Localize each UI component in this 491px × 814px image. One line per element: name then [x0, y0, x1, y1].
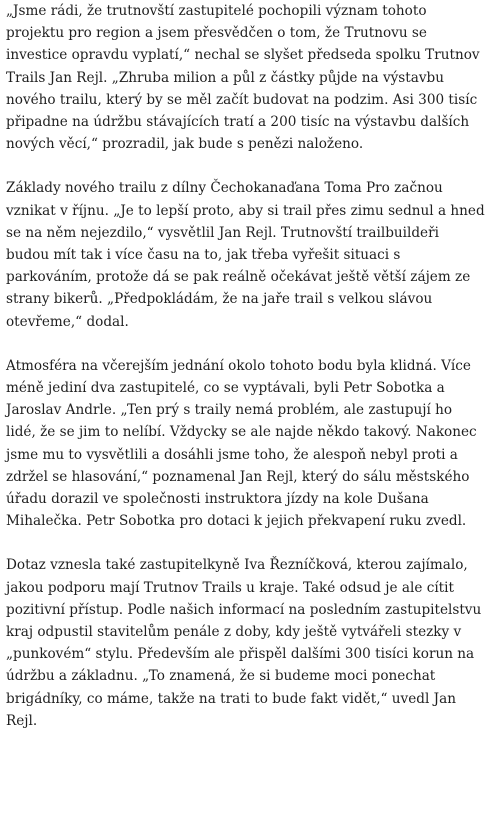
- paragraph-4: Dotaz vznesla také zastupitelkyně Iva Řezníčková, kterou zajímalo, jakou podporu mají Trutnov Trails u kraje. Také odsud je ale cítit pozitivní přístup. Podle našich informací na posledním zastupitelstvu kraj odpustil stavitelům penále z doby, kdy ještě vytvářeli stezky v „punkovém“ stylu. Především ale přispěl dalšími 300 tisíci korun na údržbu a základnu. „To znamená, že si budeme moci ponechat brigádníky, co máme, takže na trati to bude fakt vidět,“ uvedl Jan Rejl.: [6, 557, 482, 729]
- paragraph-2: Základy nového trailu z dílny Čechokanaďana Toma Pro začnou vznikat v říjnu. „Je to lepší proto, aby si trail přes zimu sednul a hned se na něm nejezdilo,“ vysvětlil Jan Rejl. Trutnovští trailbuildeři budou mít tak i více času na to, jak třeba vyřešit situaci s parkováním, protože dá se pak reálně očekávat ještě větší zájem ze strany bikerů. „Předpokládám, že na jaře trail s velkou slávou otevřeme,“ dodal.: [6, 180, 485, 330]
- paragraph-1: „Jsme rádi, že trutnovští zastupitelé pochopili význam tohoto projektu pro region a jsem přesvědčen o tom, že Trutnovu se investice opravdu vyplatí,“ nechal se slyšet předseda spolku Trutnov Trails Jan Rejl. „Zhruba milion a půl z částky půjde na výstavbu nového trailu, který by se měl začít budovat na podzim. Asi 300 tisíc připadne na údržbu stávajících tratí a 200 tisíc na výstavbu dalších nových věcí,“ prozradil, jak bude s penězi naloženo.: [6, 3, 480, 153]
- paragraph-3: Atmosféra na včerejším jednání okolo tohoto bodu byla klidná. Více méně jediní dva zastupitelé, co se vyptávali, byli Petr Sobotka a Jaroslav Andrle. „Ten prý s traily nemá problém, ale zastupují ho lidé, že se jim to nelíbí. Vždycky se ale najde někdo takový. Nakonec jsme mu to vysvětlili a dosáhli jsme toho, že alespoň nebyl proti a zdržel se hlasování,“ poznamenal Jan Rejl, který do sálu městského úřadu dorazil ve společnosti instruktora jízdy na kole Dušana Mihalečka. Petr Sobotka pro dotaci k jejich překvapení ruku zvedl.: [6, 357, 477, 530]
